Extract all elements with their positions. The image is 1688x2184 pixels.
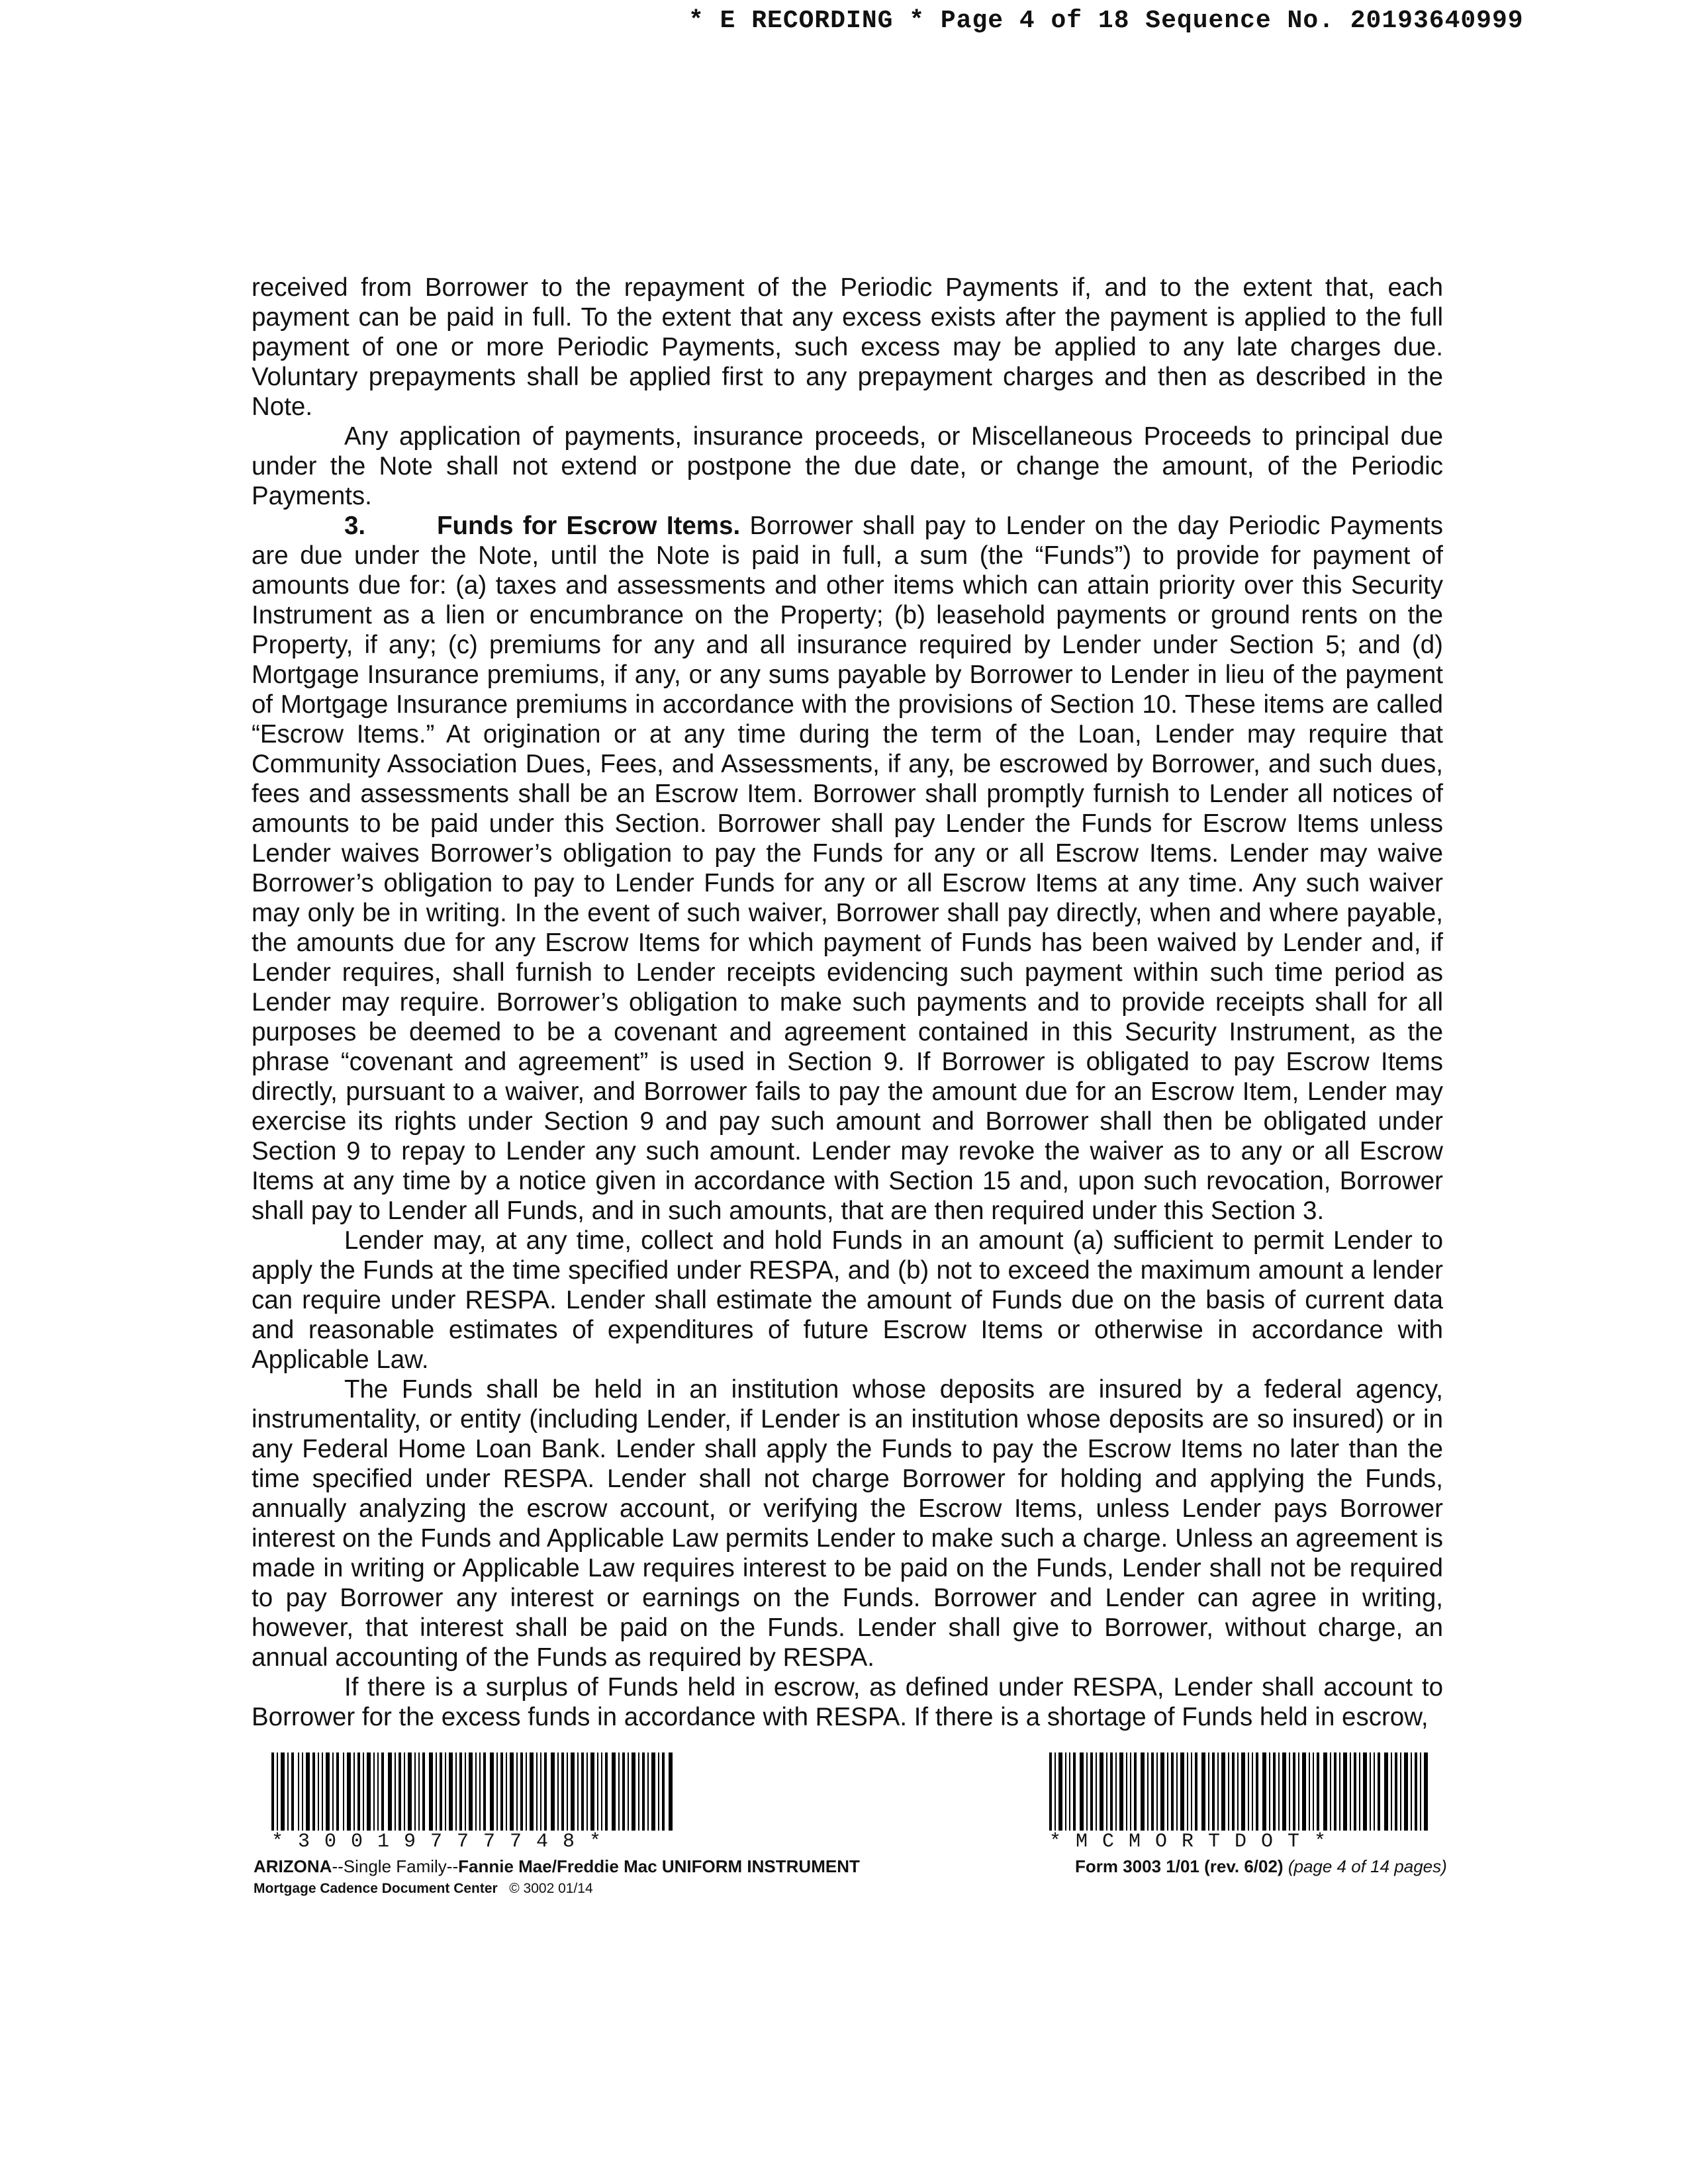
recording-header: * E RECORDING * Page 4 of 18 Sequence No. 20193640999 xyxy=(688,7,1524,35)
footer-form-label: Form 3003 1/01 (rev. 6/02) xyxy=(1075,1856,1284,1876)
footer-instrument-line xyxy=(254,1856,982,1877)
barcode-right-text: *MCMORTDOT* xyxy=(1049,1831,1341,1853)
barcode-right-bars xyxy=(1049,1752,1432,1831)
document-body xyxy=(252,273,1443,1732)
footer-page-label: (page 4 of 14 pages) xyxy=(1288,1856,1447,1876)
footer-left xyxy=(254,1856,982,1897)
paragraph-lender-collect-funds: Lender may, at any time, collect and hold Funds in an amount (a) sufficient to permit Lender to apply the Funds at the time specified under RESPA, and (b) not to exceed the maximum amount a lender can require under RESPA. Lender shall estimate the amount of Funds due on the basis of current data and reasonable estimates of expenditures of future Escrow Items or otherwise in accordance with Applicable Law. xyxy=(252,1226,1443,1374)
section-3 xyxy=(252,511,1443,1226)
footer-state: ARIZONA xyxy=(254,1856,332,1876)
barcode-left-bars xyxy=(271,1752,675,1831)
footer-copyright: © 3002 01/14 xyxy=(509,1881,593,1896)
footer-doc-center-line xyxy=(254,1881,982,1897)
barcode-left-text: *30019777748* xyxy=(271,1831,616,1853)
paragraph-funds-held: The Funds shall be held in an institution whose deposits are insured by a federal agency, instrumentality, or entity (including Lender, if Lender is an institution whose deposits are so insured) or in any Federal Home Loan Bank. Lender shall apply the Funds to pay the Escrow Items no later than the time specified under RESPA. Lender shall not charge Borrower for holding and applying the Funds, annually analyzing the escrow account, or verifying the Escrow Items, unless Lender pays Borrower interest on the Funds and Applicable Law permits Lender to make such a charge. Unless an agreement is made in writing or Applicable Law requires interest to be paid on the Funds, Lender shall not be required to pay Borrower any interest or earnings on the Funds. Borrower and Lender can agree in writing, however, that interest shall be paid on the Funds. Lender shall give to Borrower, without charge, an annual accounting of the Funds as required by RESPA. xyxy=(252,1375,1443,1672)
footer-doc-center: Mortgage Cadence Document Center xyxy=(254,1881,498,1896)
section-3-text: Borrower shall pay to Lender on the day Periodic Payments are due under the Note, until the Note is paid in full, a sum (the “Funds”) to provide for payment of amounts due for: (a) taxes and assessments and other items which can attain priority over this Security Instrument as a lien or encumbrance on the Property; (b) leasehold payments or ground rents on the Property, if any; (c) premiums for any and all insurance required by Lender under Section 5; and (d) Mortgage Insurance premiums, if any, or any sums payable by Borrower to Lender in lieu of the payment of Mortgage Insurance premiums in accordance with the provisions of Section 10. These items are called “Escrow Items.” At origination or at any time during the term of the Loan, Lender may require that Community Association Dues, Fees, and Assessments, if any, be escrowed by Borrower, and such dues, fees and assessments shall be an Escrow Item. Borrower shall promptly furnish to Lender all notices of amounts to be paid under this Section. Borrower shall pay Lender the Funds for Escrow Items unless Lender waives Borrower’s obligation to pay the Funds for any or all Escrow Items. Lender may waive Borrower’s obligation to pay to Lender Funds for any or all Escrow Items at any time. Any such waiver may only be in writing. In the event of such waiver, Borrower shall pay directly, when and where payable, the amounts due for any Escrow Items for which payment of Funds has been waived by Lender and, if Lender requires, shall furnish to Lender receipts evidencing such payment within such time period as Lender may require. Borrower’s obligation to make such payments and to provide receipts shall for all purposes be deemed to be a covenant and agreement contained in this Security Instrument, as the phrase “covenant and agreement” is used in Section 9. If Borrower is obligated to pay Escrow Items directly, pursuant to a waiver, and Borrower fails to pay the amount due for an Escrow Item, Lender may exercise its rights under Section 9 and pay such amount and Borrower shall then be obligated under Section 9 to repay to Lender any such amount. Lender may revoke the waiver as to any or all Escrow Items at any time by a notice given in accordance with Section 15 and, upon such revocation, Borrower shall pay to Lender all Funds, and in such amounts, that are then required under this Section 3. xyxy=(252,512,1443,1225)
paragraph-application-of-payments: Any application of payments, insurance proceeds, or Miscellaneous Proceeds to principal due under the Note shall not extend or postpone the due date, or change the amount, of the Periodic Payments. xyxy=(252,422,1443,510)
section-3-number: 3. xyxy=(344,512,366,540)
barcode-right xyxy=(1049,1752,1432,1853)
paragraph-surplus-funds: If there is a surplus of Funds held in escrow, as defined under RESPA, Lender shall account to Borrower for the excess funds in accordance with RESPA. If there is a shortage of Funds held in escrow, xyxy=(252,1673,1443,1731)
barcode-left xyxy=(271,1752,675,1853)
footer-right xyxy=(1075,1856,1447,1877)
footer-separator: --Single Family-- xyxy=(332,1856,459,1876)
section-3-title: Funds for Escrow Items. xyxy=(437,512,741,540)
paragraph-continuation: received from Borrower to the repayment of the Periodic Payments if, and to the extent that, each payment can be paid in full. To the extent that any excess exists after the payment is applied to the full payment of one or more Periodic Payments, such excess may be applied to any late charges due. Voluntary prepayments shall be applied first to any prepayment charges and then as described in the Note. xyxy=(252,273,1443,421)
footer-instrument: Fannie Mae/Freddie Mac UNIFORM INSTRUMENT xyxy=(458,1856,860,1876)
